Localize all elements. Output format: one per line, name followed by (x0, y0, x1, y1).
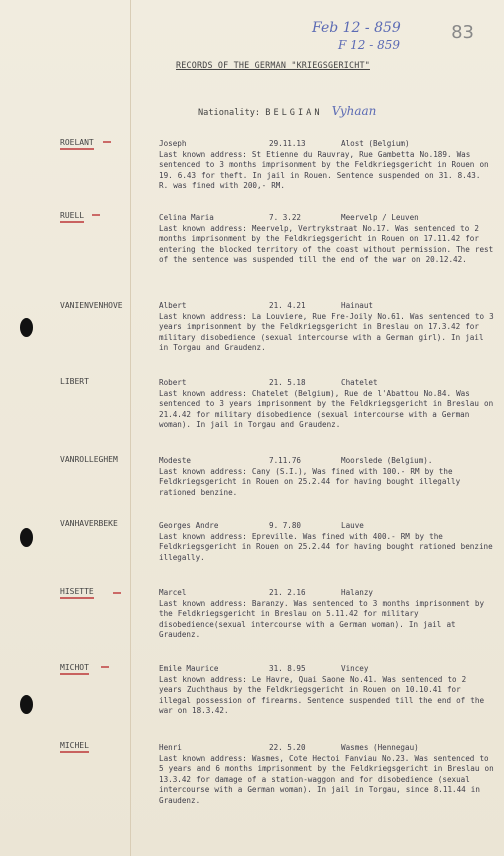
record-text: Last known address: Wasmes, Cote Hectoi Fanviau No.23. Was sentenced to 5 years and 6 months imprisonment by the Feldkriegsgericht in Breslau on 13.3.42 for damage of a station-waggon and for disobedience (sexual intercourse with a German woman). In jail in Torgau, since 8.11.44 in Graudenz. (159, 753, 494, 805)
handwritten-date: Feb 12 - 859 (312, 20, 401, 36)
surname: VANIENVENHOVE (60, 301, 123, 310)
birth-place: Moorslede (Belgium). (341, 456, 433, 465)
surname: VANHAVERBEKE (60, 519, 118, 528)
surname: HISETTE (60, 587, 94, 599)
nationality-value: BELGIAN (265, 108, 323, 118)
birth-date: 22. 5.20 (269, 743, 306, 752)
punch-hole (20, 695, 33, 714)
nationality-note: Vyhaan (331, 104, 377, 118)
first-name: Modeste (159, 456, 192, 465)
surname: MICHEL (60, 741, 89, 753)
birth-date: 7. 3.22 (269, 213, 302, 222)
record-entry (159, 743, 494, 807)
nationality-line (198, 104, 376, 118)
birth-date: 7.11.76 (269, 456, 302, 465)
birth-date: 21. 2.16 (269, 588, 306, 597)
birth-place: Chatelet (341, 378, 378, 387)
margin-line (130, 0, 131, 856)
nationality-label: Nationality: (198, 108, 261, 118)
record-entry (159, 456, 494, 498)
birth-place: Hainaut (341, 301, 374, 310)
birth-date: 21. 5.18 (269, 378, 306, 387)
surname: VANROLLEGHEM (60, 455, 118, 464)
record-entry (159, 139, 494, 192)
red-tick-mark (113, 592, 121, 594)
birth-place: Wasmes (Hennegau) (341, 743, 419, 752)
record-text: Last known address: Epreville. Was fined with 400.- RM by the Feldkriegsgericht in Rouen on 25.2.44 for having bought rationed benzine illegally. (159, 531, 493, 562)
record-entry (159, 378, 494, 431)
first-name: Emile Maurice (159, 664, 219, 673)
surname: RUELL (60, 211, 84, 223)
surname: MICHOT (60, 663, 89, 675)
record-entry (159, 301, 494, 354)
birth-place: Alost (Belgium) (341, 139, 410, 148)
first-name: Albert (159, 301, 187, 310)
record-text: Last known address: Chatelet (Belgium), Rue de l'Abattou No.84. Was sentenced to 3 years imprisonment by the Feldkriegsgericht in Breslau on 21.4.42 for military disobedience (sexual intercourse with a German woman). In jail in Torgau and Graudenz. (159, 388, 494, 430)
birth-date: 21. 4.21 (269, 301, 306, 310)
record-entry (159, 588, 494, 641)
first-name: Henri (159, 743, 182, 752)
record-text: Last known address: La Louviere, Rue Fre-Joily No.61. Was sentenced to 3 years imprisonment by the Feldkriegsgericht in Breslau on 17.3.42 for military disobedience (sexual intercourse with a German girl). In jail in Torgau and Graudenz. (159, 311, 494, 353)
birth-place: Halanzy (341, 588, 374, 597)
punch-hole (20, 318, 33, 337)
record-text: Last known address: Meervelp, Vertrykstraat No.17. Was sentenced to 2 months imprisonment by the Feldkriegsgericht in Rouen on 17.11.42 for entering the blocked territory of the coast without permission. The rest of the sentence was suspended till the end of the war on 20.12.42. (159, 223, 494, 265)
first-name: Joseph (159, 139, 187, 148)
red-tick-mark (92, 214, 100, 216)
surname: ROELANT (60, 138, 94, 150)
first-name: Celina Maria (159, 213, 214, 222)
record-text: Last known address: Le Havre, Quai Saone No.41. Was sentenced to 2 years Zuchthaus by the Feldkriegsgericht in Rouen on 10.10.41 for illegal possession of firearms. Sentence suspended till the end of the war on 18.3.42. (159, 674, 485, 716)
birth-date: 9. 7.80 (269, 521, 302, 530)
record-entry (159, 213, 494, 266)
first-name: Robert (159, 378, 187, 387)
record-text: Last known address: Cany (S.I.), Was fined with 100.- RM by the Feldkriegsgericht in Rouen on 25.2.44 for having bought illegally rationed benzine. (159, 466, 461, 497)
record-entry (159, 521, 494, 563)
red-tick-mark (103, 141, 111, 143)
handwritten-date-2: F 12 - 859 (338, 38, 400, 52)
birth-place: Meervelp / Leuven (341, 213, 419, 222)
surname: LIBERT (60, 377, 89, 386)
birth-date: 31. 8.95 (269, 664, 306, 673)
record-text: Last known address: St Etienne du Rauvray, Rue Gambetta No.189. Was sentenced to 3 months imprisonment by the Feldkriegsgericht in Rouen on 19. 6.43 for theft. In jail in Rouen. Sentence suspended on 31. 8.43. R. was fined with 200,- RM. (159, 149, 489, 191)
birth-place: Vincey (341, 664, 369, 673)
record-text: Last known address: Baranzy. Was sentenced to 3 months imprisonment by the Feldkriegsgericht in Breslau on 5.11.42 for military disobedience(sexual intercourse with a German woman). In jail at Graudenz. (159, 598, 485, 640)
red-tick-mark (101, 666, 109, 668)
first-name: Marcel (159, 588, 187, 597)
page-title: RECORDS OF THE GERMAN "KRIEGSGERICHT" (176, 60, 370, 70)
punch-hole (20, 528, 33, 547)
first-name: Georges Andre (159, 521, 219, 530)
birth-date: 29.11.13 (269, 139, 306, 148)
page-number: 83 (451, 22, 474, 43)
record-entry (159, 664, 494, 717)
birth-place: Lauve (341, 521, 364, 530)
